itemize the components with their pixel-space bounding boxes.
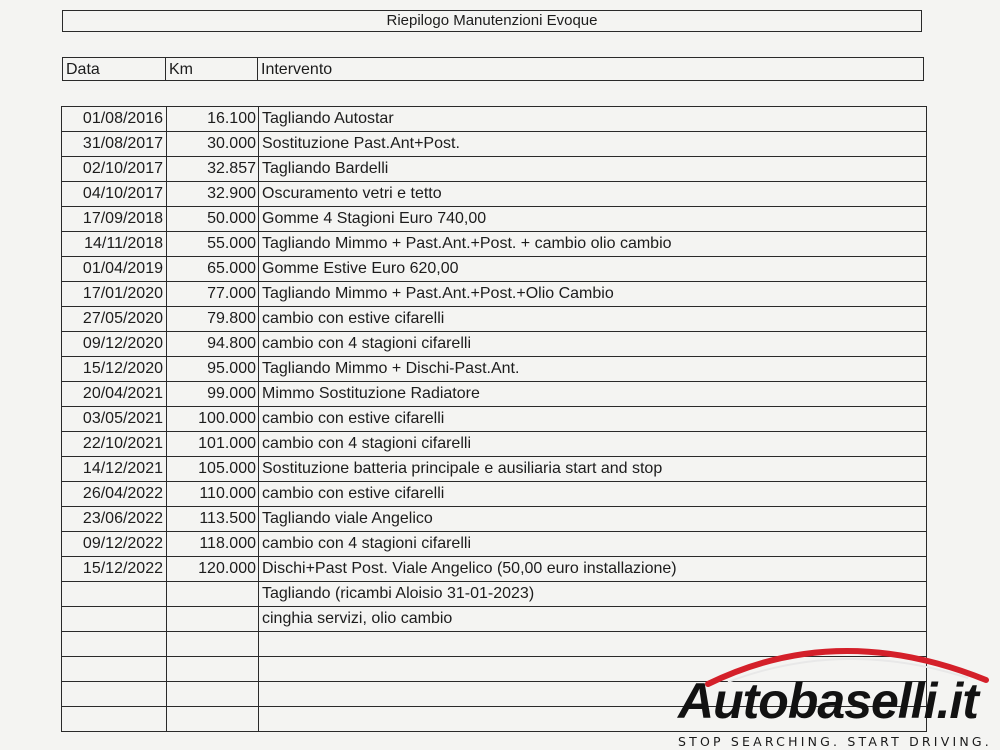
table-row — [62, 532, 927, 557]
cell-date — [62, 607, 167, 632]
cell-km: 65.000 — [167, 257, 259, 282]
cell-date: 14/12/2021 — [62, 457, 167, 482]
cell-date: 23/06/2022 — [62, 507, 167, 532]
document-title: Riepilogo Manutenzioni Evoque — [62, 10, 922, 32]
cell-km: 50.000 — [167, 207, 259, 232]
cell-date: 20/04/2021 — [62, 382, 167, 407]
cell-date: 15/12/2022 — [62, 557, 167, 582]
table-header — [62, 57, 924, 81]
cell-date — [62, 682, 167, 707]
cell-date — [62, 632, 167, 657]
cell-intervention: Dischi+Past Post. Viale Angelico (50,00 euro installazione) — [259, 557, 927, 582]
logo-brand: Autobaselli.it — [678, 673, 978, 729]
cell-date: 22/10/2021 — [62, 432, 167, 457]
cell-km: 94.800 — [167, 332, 259, 357]
table-row — [62, 382, 927, 407]
cell-intervention: Sostituzione Past.Ant+Post. — [259, 132, 927, 157]
cell-km: 120.000 — [167, 557, 259, 582]
cell-intervention: Tagliando Mimmo + Past.Ant.+Post. + cambio olio cambio — [259, 232, 927, 257]
header-km: Km — [166, 58, 258, 80]
table-row — [62, 132, 927, 157]
table-row — [62, 332, 927, 357]
cell-intervention: cambio con estive cifarelli — [259, 307, 927, 332]
cell-intervention: Mimmo Sostituzione Radiatore — [259, 382, 927, 407]
cell-km: 99.000 — [167, 382, 259, 407]
table-row — [62, 257, 927, 282]
cell-intervention: Oscuramento vetri e tetto — [259, 182, 927, 207]
cell-km: 118.000 — [167, 532, 259, 557]
table-row — [62, 457, 927, 482]
cell-intervention: cambio con 4 stagioni cifarelli — [259, 532, 927, 557]
cell-date: 15/12/2020 — [62, 357, 167, 382]
cell-intervention: Gomme Estive Euro 620,00 — [259, 257, 927, 282]
cell-km: 32.857 — [167, 157, 259, 182]
cell-km: 113.500 — [167, 507, 259, 532]
table-row — [62, 232, 927, 257]
cell-date: 17/01/2020 — [62, 282, 167, 307]
cell-km: 55.000 — [167, 232, 259, 257]
brand-watermark — [668, 638, 1000, 750]
cell-km — [167, 682, 259, 707]
table-row — [62, 182, 927, 207]
cell-intervention: Gomme 4 Stagioni Euro 740,00 — [259, 207, 927, 232]
cell-intervention: cambio con 4 stagioni cifarelli — [259, 332, 927, 357]
cell-date: 27/05/2020 — [62, 307, 167, 332]
cell-date: 03/05/2021 — [62, 407, 167, 432]
cell-km: 101.000 — [167, 432, 259, 457]
cell-intervention: Tagliando Bardelli — [259, 157, 927, 182]
cell-km: 79.800 — [167, 307, 259, 332]
table-row — [62, 357, 927, 382]
cell-intervention: Tagliando (ricambi Aloisio 31-01-2023) — [259, 582, 927, 607]
table-row — [62, 607, 927, 632]
cell-intervention: cambio con estive cifarelli — [259, 407, 927, 432]
table-row — [62, 582, 927, 607]
cell-date: 09/12/2022 — [62, 532, 167, 557]
cell-date: 01/08/2016 — [62, 107, 167, 132]
cell-km: 32.900 — [167, 182, 259, 207]
cell-km — [167, 632, 259, 657]
cell-intervention: Sostituzione batteria principale e ausiliaria start and stop — [259, 457, 927, 482]
cell-date — [62, 657, 167, 682]
table-row — [62, 432, 927, 457]
cell-km: 77.000 — [167, 282, 259, 307]
table-row — [62, 407, 927, 432]
cell-date — [62, 582, 167, 607]
cell-km: 100.000 — [167, 407, 259, 432]
cell-km — [167, 657, 259, 682]
table-row — [62, 107, 927, 132]
cell-date: 26/04/2022 — [62, 482, 167, 507]
cell-intervention: cinghia servizi, olio cambio — [259, 607, 927, 632]
cell-intervention: cambio con estive cifarelli — [259, 482, 927, 507]
cell-km: 16.100 — [167, 107, 259, 132]
cell-intervention: Tagliando Autostar — [259, 107, 927, 132]
cell-km: 110.000 — [167, 482, 259, 507]
cell-date: 17/09/2018 — [62, 207, 167, 232]
cell-date: 31/08/2017 — [62, 132, 167, 157]
cell-intervention: Tagliando Mimmo + Past.Ant.+Post.+Olio Cambio — [259, 282, 927, 307]
cell-date: 01/04/2019 — [62, 257, 167, 282]
cell-km: 30.000 — [167, 132, 259, 157]
table-row — [62, 482, 927, 507]
cell-date: 14/11/2018 — [62, 232, 167, 257]
table-row — [62, 507, 927, 532]
cell-date: 02/10/2017 — [62, 157, 167, 182]
table-row — [62, 307, 927, 332]
cell-km — [167, 582, 259, 607]
table-row — [62, 207, 927, 232]
cell-intervention: Tagliando viale Angelico — [259, 507, 927, 532]
cell-intervention: cambio con 4 stagioni cifarelli — [259, 432, 927, 457]
cell-date: 04/10/2017 — [62, 182, 167, 207]
cell-km — [167, 607, 259, 632]
header-intervention: Intervento — [261, 61, 333, 78]
cell-km: 105.000 — [167, 457, 259, 482]
cell-date: 09/12/2020 — [62, 332, 167, 357]
table-row — [62, 557, 927, 582]
cell-km: 95.000 — [167, 357, 259, 382]
table-row — [62, 157, 927, 182]
table-row — [62, 282, 927, 307]
cell-date — [62, 707, 167, 732]
header-date: Data — [63, 58, 166, 80]
cell-intervention: Tagliando Mimmo + Dischi-Past.Ant. — [259, 357, 927, 382]
cell-km — [167, 707, 259, 732]
logo-slogan: STOP SEARCHING. START DRIVING. — [678, 734, 992, 749]
